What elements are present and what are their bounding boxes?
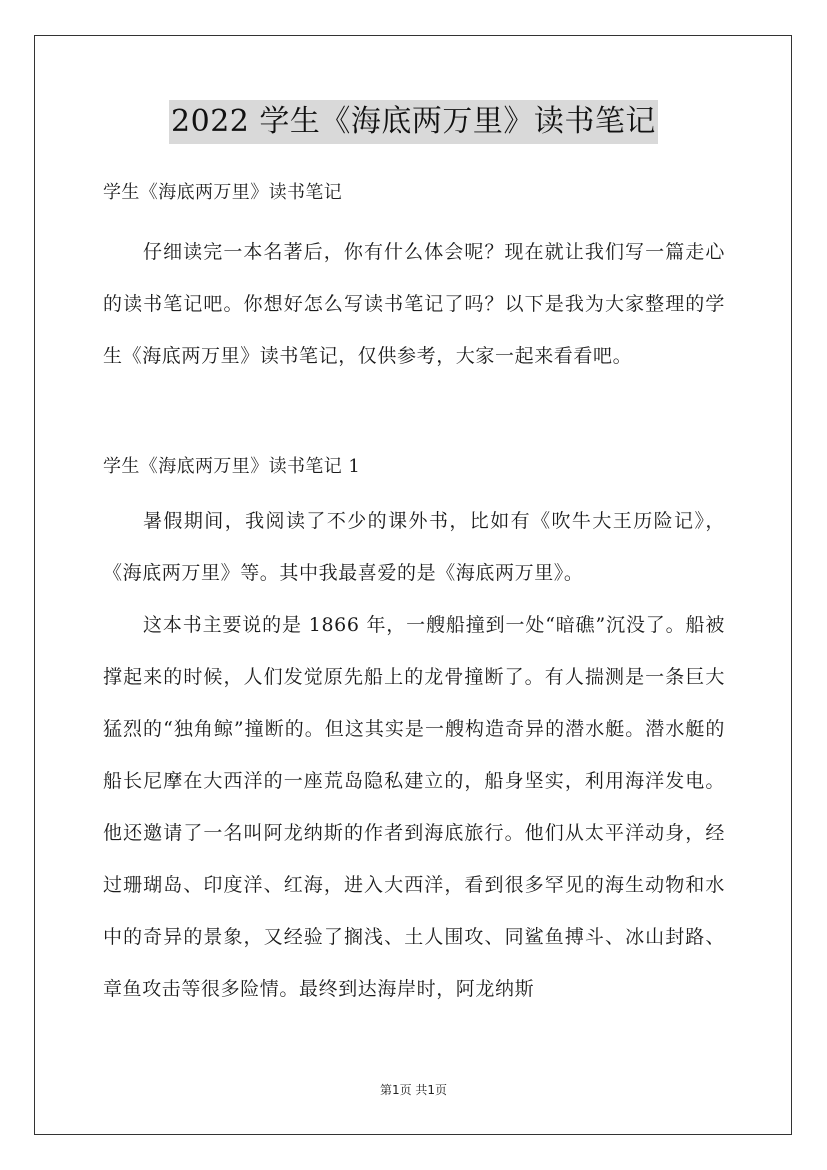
section-1-body (103, 495, 725, 1015)
section-1-paragraph-1: 暑假期间，我阅读了不少的课外书，比如有《吹牛大王历险记》，《海底两万里》等。其中我最喜爱的是《海底两万里》。 (103, 510, 725, 584)
intro-paragraph: 仔细读完一本名著后，你有什么体会呢？现在就让我们写一篇走心的读书笔记吧。你想好怎么写读书笔记了吗？以下是我为大家整理的学生《海底两万里》读书笔记，仅供参考，大家一起来看看吧。 (103, 241, 725, 367)
section-heading-1: 学生《海底两万里》读书笔记 1 (103, 456, 361, 477)
intro-paragraph-block (103, 226, 725, 382)
document-subtitle: 学生《海底两万里》读书笔记 (103, 182, 343, 203)
section-1-paragraph-2: 这本书主要说的是 1866 年，一艘船撞到一处“暗礁”沉没了。船被撑起来的时候，人们发觉原先船上的龙骨撞断了。有人揣测是一条巨大猛烈的“独角鲸”撞断的。但这其实是一艘构造奇异的潜水艇。潜水艇的船长尼摩在大西洋的一座荒岛隐私建立的，船身坚实，利用海洋发电。他还邀请了一名叫阿龙纳斯的作者到海底旅行。他们从太平洋动身，经过珊瑚岛、印度洋、红海，进入大西洋，看到很多罕见的海生动物和水中的奇异的景象，又经验了搁浅、土人围攻、同鲨鱼搏斗、冰山封路、章鱼攻击等很多险情。最终到达海岸时，阿龙纳斯 (103, 614, 725, 1000)
page-footer: 第1页 共1页 (379, 1083, 448, 1097)
title-container (0, 100, 827, 144)
document-title: 2022 学生《海底两万里》读书笔记 (169, 100, 658, 144)
